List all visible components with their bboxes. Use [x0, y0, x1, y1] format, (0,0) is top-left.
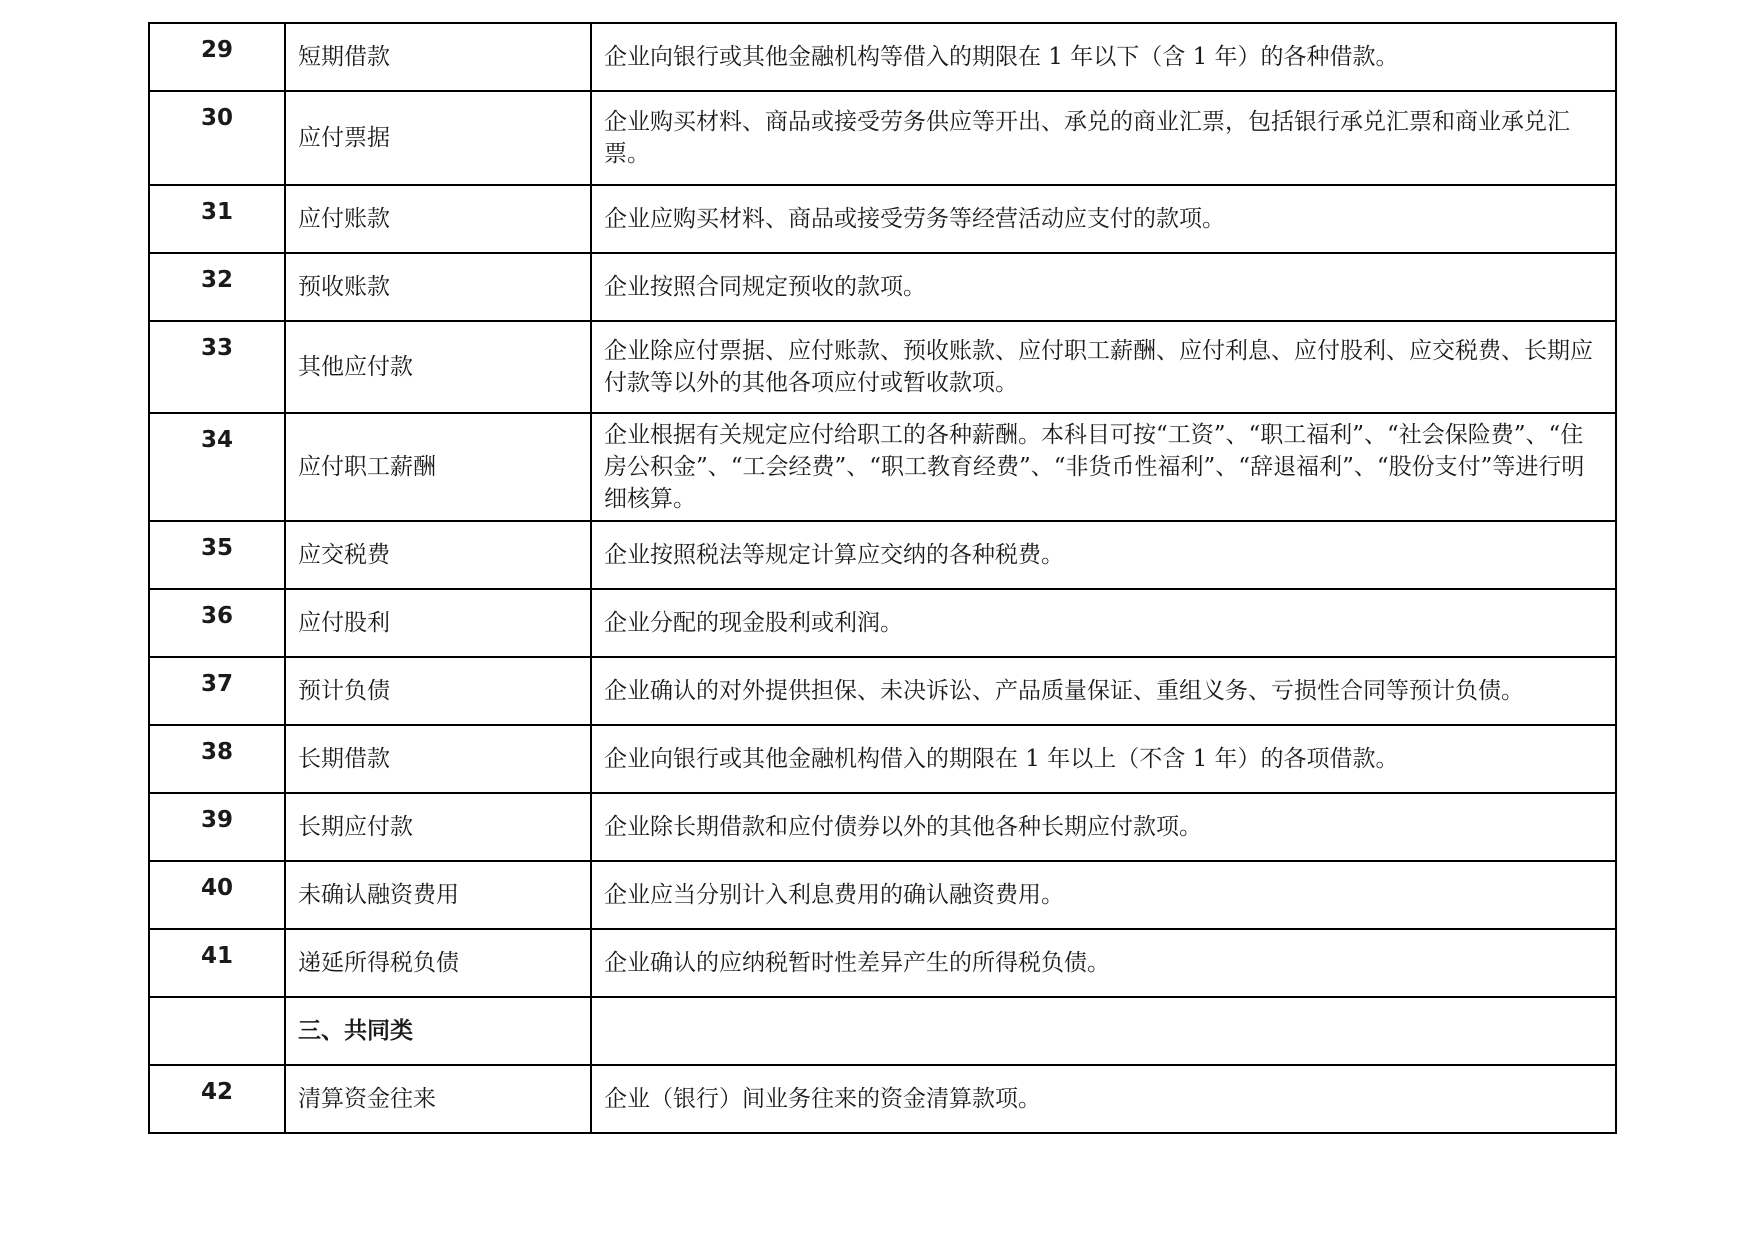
account-name: 其他应付款 — [285, 321, 591, 413]
account-name: 递延所得税负债 — [285, 929, 591, 997]
table-row — [149, 657, 1616, 725]
account-name: 预收账款 — [285, 253, 591, 321]
account-description: 企业分配的现金股利或利润。 — [591, 589, 1616, 657]
account-name: 应付职工薪酬 — [285, 413, 591, 521]
account-name: 长期借款 — [285, 725, 591, 793]
account-description: 企业应购买材料、商品或接受劳务等经营活动应支付的款项。 — [591, 185, 1616, 253]
account-name: 清算资金往来 — [285, 1065, 591, 1133]
table-row — [149, 321, 1616, 413]
account-name: 预计负债 — [285, 657, 591, 725]
table-row — [149, 253, 1616, 321]
table-row — [149, 793, 1616, 861]
account-description: 企业向银行或其他金融机构等借入的期限在 1 年以下（含 1 年）的各种借款。 — [591, 23, 1616, 91]
table-row — [149, 23, 1616, 91]
section-title: 三、共同类 — [285, 997, 591, 1065]
account-description: 企业应当分别计入利息费用的确认融资费用。 — [591, 861, 1616, 929]
account-name: 应付账款 — [285, 185, 591, 253]
account-description: 企业（银行）间业务往来的资金清算款项。 — [591, 1065, 1616, 1133]
account-name: 应付股利 — [285, 589, 591, 657]
account-description: 企业除长期借款和应付债券以外的其他各种长期应付款项。 — [591, 793, 1616, 861]
section-row — [149, 997, 1616, 1065]
accounts-table — [148, 22, 1617, 1134]
account-number: 41 — [149, 929, 285, 997]
account-description: 企业除应付票据、应付账款、预收账款、应付职工薪酬、应付利息、应付股利、应交税费、长期应付款等以外的其他各项应付或暂收款项。 — [591, 321, 1616, 413]
table-row — [149, 725, 1616, 793]
account-number: 32 — [149, 253, 285, 321]
account-number: 34 — [149, 413, 285, 521]
account-description: 企业向银行或其他金融机构借入的期限在 1 年以上（不含 1 年）的各项借款。 — [591, 725, 1616, 793]
account-description: 企业根据有关规定应付给职工的各种薪酬。本科目可按“工资”、“职工福利”、“社会保险费”、“住房公积金”、“工会经费”、“职工教育经费”、“非货币性福利”、“辞退福利”、“股份支付”等进行明细核算。 — [591, 413, 1616, 521]
table-row — [149, 929, 1616, 997]
account-description: 企业确认的对外提供担保、未决诉讼、产品质量保证、重组义务、亏损性合同等预计负债。 — [591, 657, 1616, 725]
account-number: 30 — [149, 91, 285, 185]
accounts-table-body — [149, 23, 1616, 1133]
account-description: 企业确认的应纳税暂时性差异产生的所得税负债。 — [591, 929, 1616, 997]
account-name: 应交税费 — [285, 521, 591, 589]
account-description: 企业按照合同规定预收的款项。 — [591, 253, 1616, 321]
account-name: 应付票据 — [285, 91, 591, 185]
account-number: 36 — [149, 589, 285, 657]
account-number: 39 — [149, 793, 285, 861]
account-number: 33 — [149, 321, 285, 413]
account-description — [591, 997, 1616, 1065]
account-number: 35 — [149, 521, 285, 589]
account-number: 38 — [149, 725, 285, 793]
account-number — [149, 997, 285, 1065]
account-name: 短期借款 — [285, 23, 591, 91]
table-row — [149, 1065, 1616, 1133]
table-row — [149, 413, 1616, 521]
table-row — [149, 521, 1616, 589]
table-row — [149, 185, 1616, 253]
account-number: 31 — [149, 185, 285, 253]
account-number: 40 — [149, 861, 285, 929]
table-row — [149, 861, 1616, 929]
account-number: 29 — [149, 23, 285, 91]
table-row — [149, 91, 1616, 185]
account-name: 长期应付款 — [285, 793, 591, 861]
account-name: 未确认融资费用 — [285, 861, 591, 929]
account-description: 企业按照税法等规定计算应交纳的各种税费。 — [591, 521, 1616, 589]
account-description: 企业购买材料、商品或接受劳务供应等开出、承兑的商业汇票，包括银行承兑汇票和商业承兑汇票。 — [591, 91, 1616, 185]
account-number: 37 — [149, 657, 285, 725]
account-number: 42 — [149, 1065, 285, 1133]
table-row — [149, 589, 1616, 657]
